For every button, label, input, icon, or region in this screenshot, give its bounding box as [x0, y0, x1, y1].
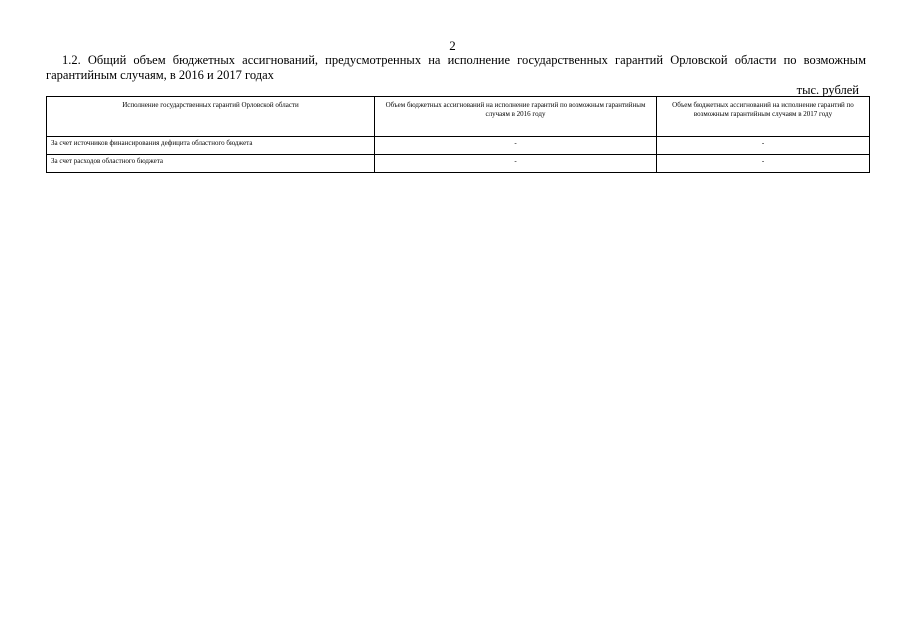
row-value-2016: - [375, 155, 657, 173]
row-value-2017: - [657, 137, 870, 155]
table-header-row [47, 97, 870, 137]
row-label: За счет расходов областного бюджета [47, 155, 375, 173]
guarantees-table [46, 96, 870, 173]
table-row [47, 155, 870, 173]
table-row [47, 137, 870, 155]
row-value-2017: - [657, 155, 870, 173]
header-guarantee-execution: Исполнение государственных гарантий Орловской области [47, 97, 375, 137]
row-label: За счет источников финансирования дефицита областного бюджета [47, 137, 375, 155]
row-value-2016: - [375, 137, 657, 155]
header-volume-2016: Объем бюджетных ассигнований на исполнение гарантий по возможным гарантийным случаям в 2016 году [375, 97, 657, 137]
units-label: тыс. рублей [796, 83, 859, 97]
section-heading: 1.2. Общий объем бюджетных ассигнований, предусмотренных на исполнение государственных гарантий Орловской области по возможным гарантийным случаям, в 2016 и 2017 годах [46, 53, 866, 82]
header-volume-2017: Объем бюджетных ассигнований на исполнение гарантий по возможным гарантийным случаям в 2017 году [657, 97, 870, 137]
page-number: 2 [449, 38, 456, 53]
